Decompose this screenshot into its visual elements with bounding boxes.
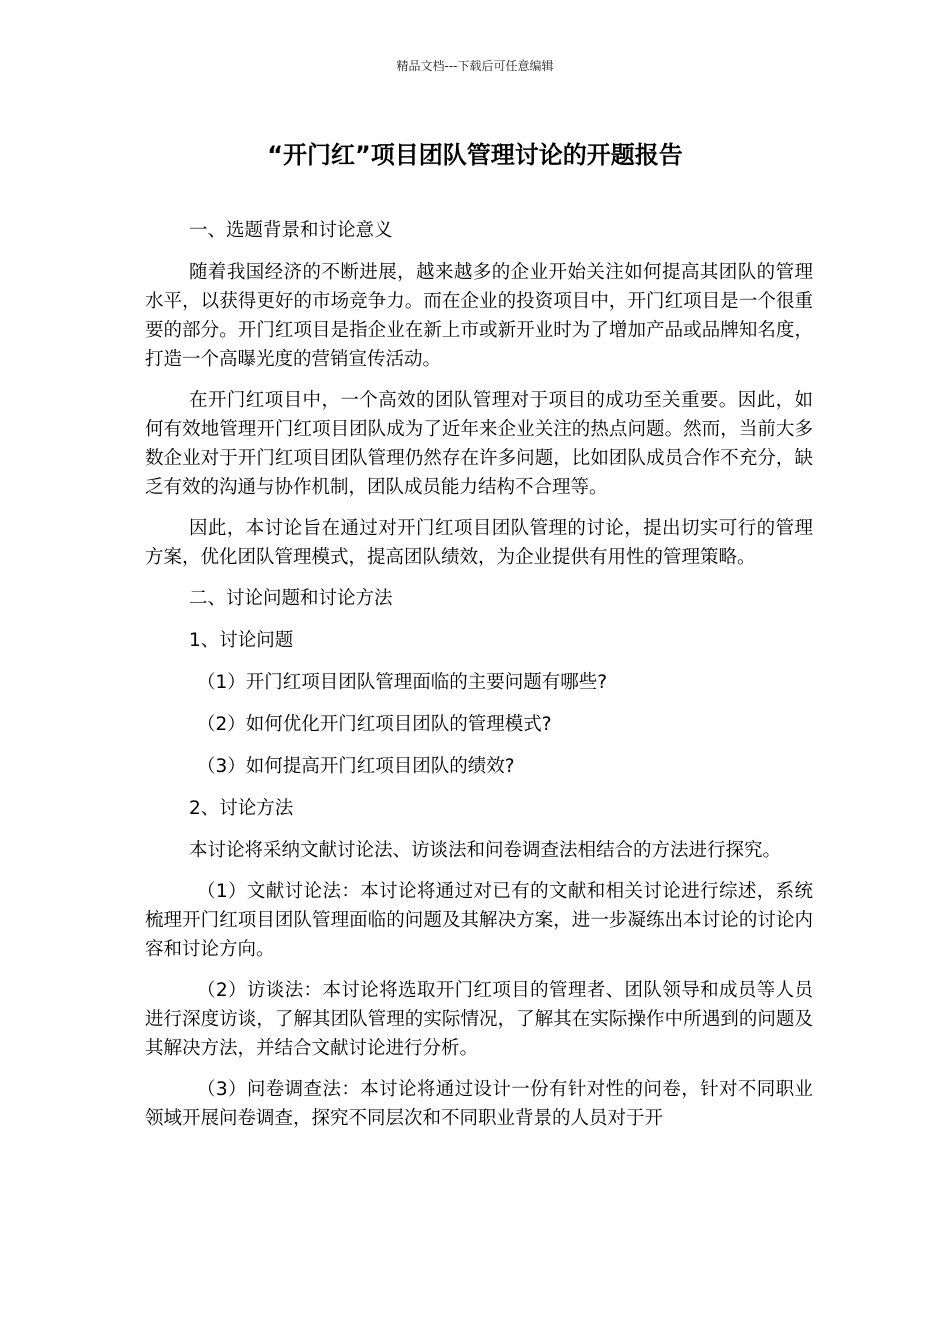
document-body [145,216,813,1145]
section-heading-background: 一、选题背景和讨论意义 [189,220,393,241]
question-item-1: （1）开门红项目团队管理面临的主要问题有哪些? [197,672,608,693]
subsection-heading-questions: 1、讨论问题 [189,630,294,651]
paragraph-background-3: 因此，本讨论旨在通过对开门红项目团队管理的讨论，提出切实可行的管理方案，优化团队管理模式，提高团队绩效，为企业提供有用性的管理策略。 [145,518,813,568]
paragraph-approach: 本讨论将采纳文献讨论法、访谈法和问卷调查法相结合的方法进行探究。 [189,840,782,861]
question-item-3: （3）如何提高开门红项目团队的绩效? [197,756,515,777]
method-literature: （1）文献讨论法：本讨论将通过对已有的文献和相关讨论进行综述，系统梳理开门红项目团队管理面临的问题及其解决方案，进一步凝练出本讨论的讨论内容和讨论方向。 [145,881,813,960]
document-title: “开门红”项目团队管理讨论的开题报告 [267,141,683,169]
page-header: 精品文档---下载后可任意编辑 [396,59,554,73]
paragraph-background-1: 随着我国经济的不断进展，越来越多的企业开始关注如何提高其团队的管理水平，以获得更好的市场竞争力。而在企业的投资项目中，开门红项目是一个很重要的部分。开门红项目是指企业在新上市或新开业时为了增加产品或品牌知名度，打造一个高曝光度的营销宣传活动。 [145,262,813,370]
subsection-heading-approach: 2、讨论方法 [189,798,294,819]
question-item-2: （2）如何优化开门红项目团队的管理模式? [197,714,552,735]
section-heading-methods: 二、讨论问题和讨论方法 [189,588,393,609]
method-interview: （2）访谈法：本讨论将选取开门红项目的管理者、团队领导和成员等人员进行深度访谈，了解其团队管理的实际情况，了解其在实际操作中所遇到的问题及其解决方法，并结合文献讨论进行分析。 [145,980,813,1059]
method-questionnaire: （3）问卷调查法：本讨论将通过设计一份有针对性的问卷，针对不同职业领域开展问卷调查，探究不同层次和不同职业背景的人员对于开 [145,1079,813,1129]
paragraph-background-2: 在开门红项目中，一个高效的团队管理对于项目的成功至关重要。因此，如何有效地管理开门红项目团队成为了近年来企业关注的热点问题。然而，当前大多数企业对于开门红项目团队管理仍然存在许多问题，比如团队成员合作不充分，缺乏有效的沟通与协作机制，团队成员能力结构不合理等。 [145,390,813,498]
